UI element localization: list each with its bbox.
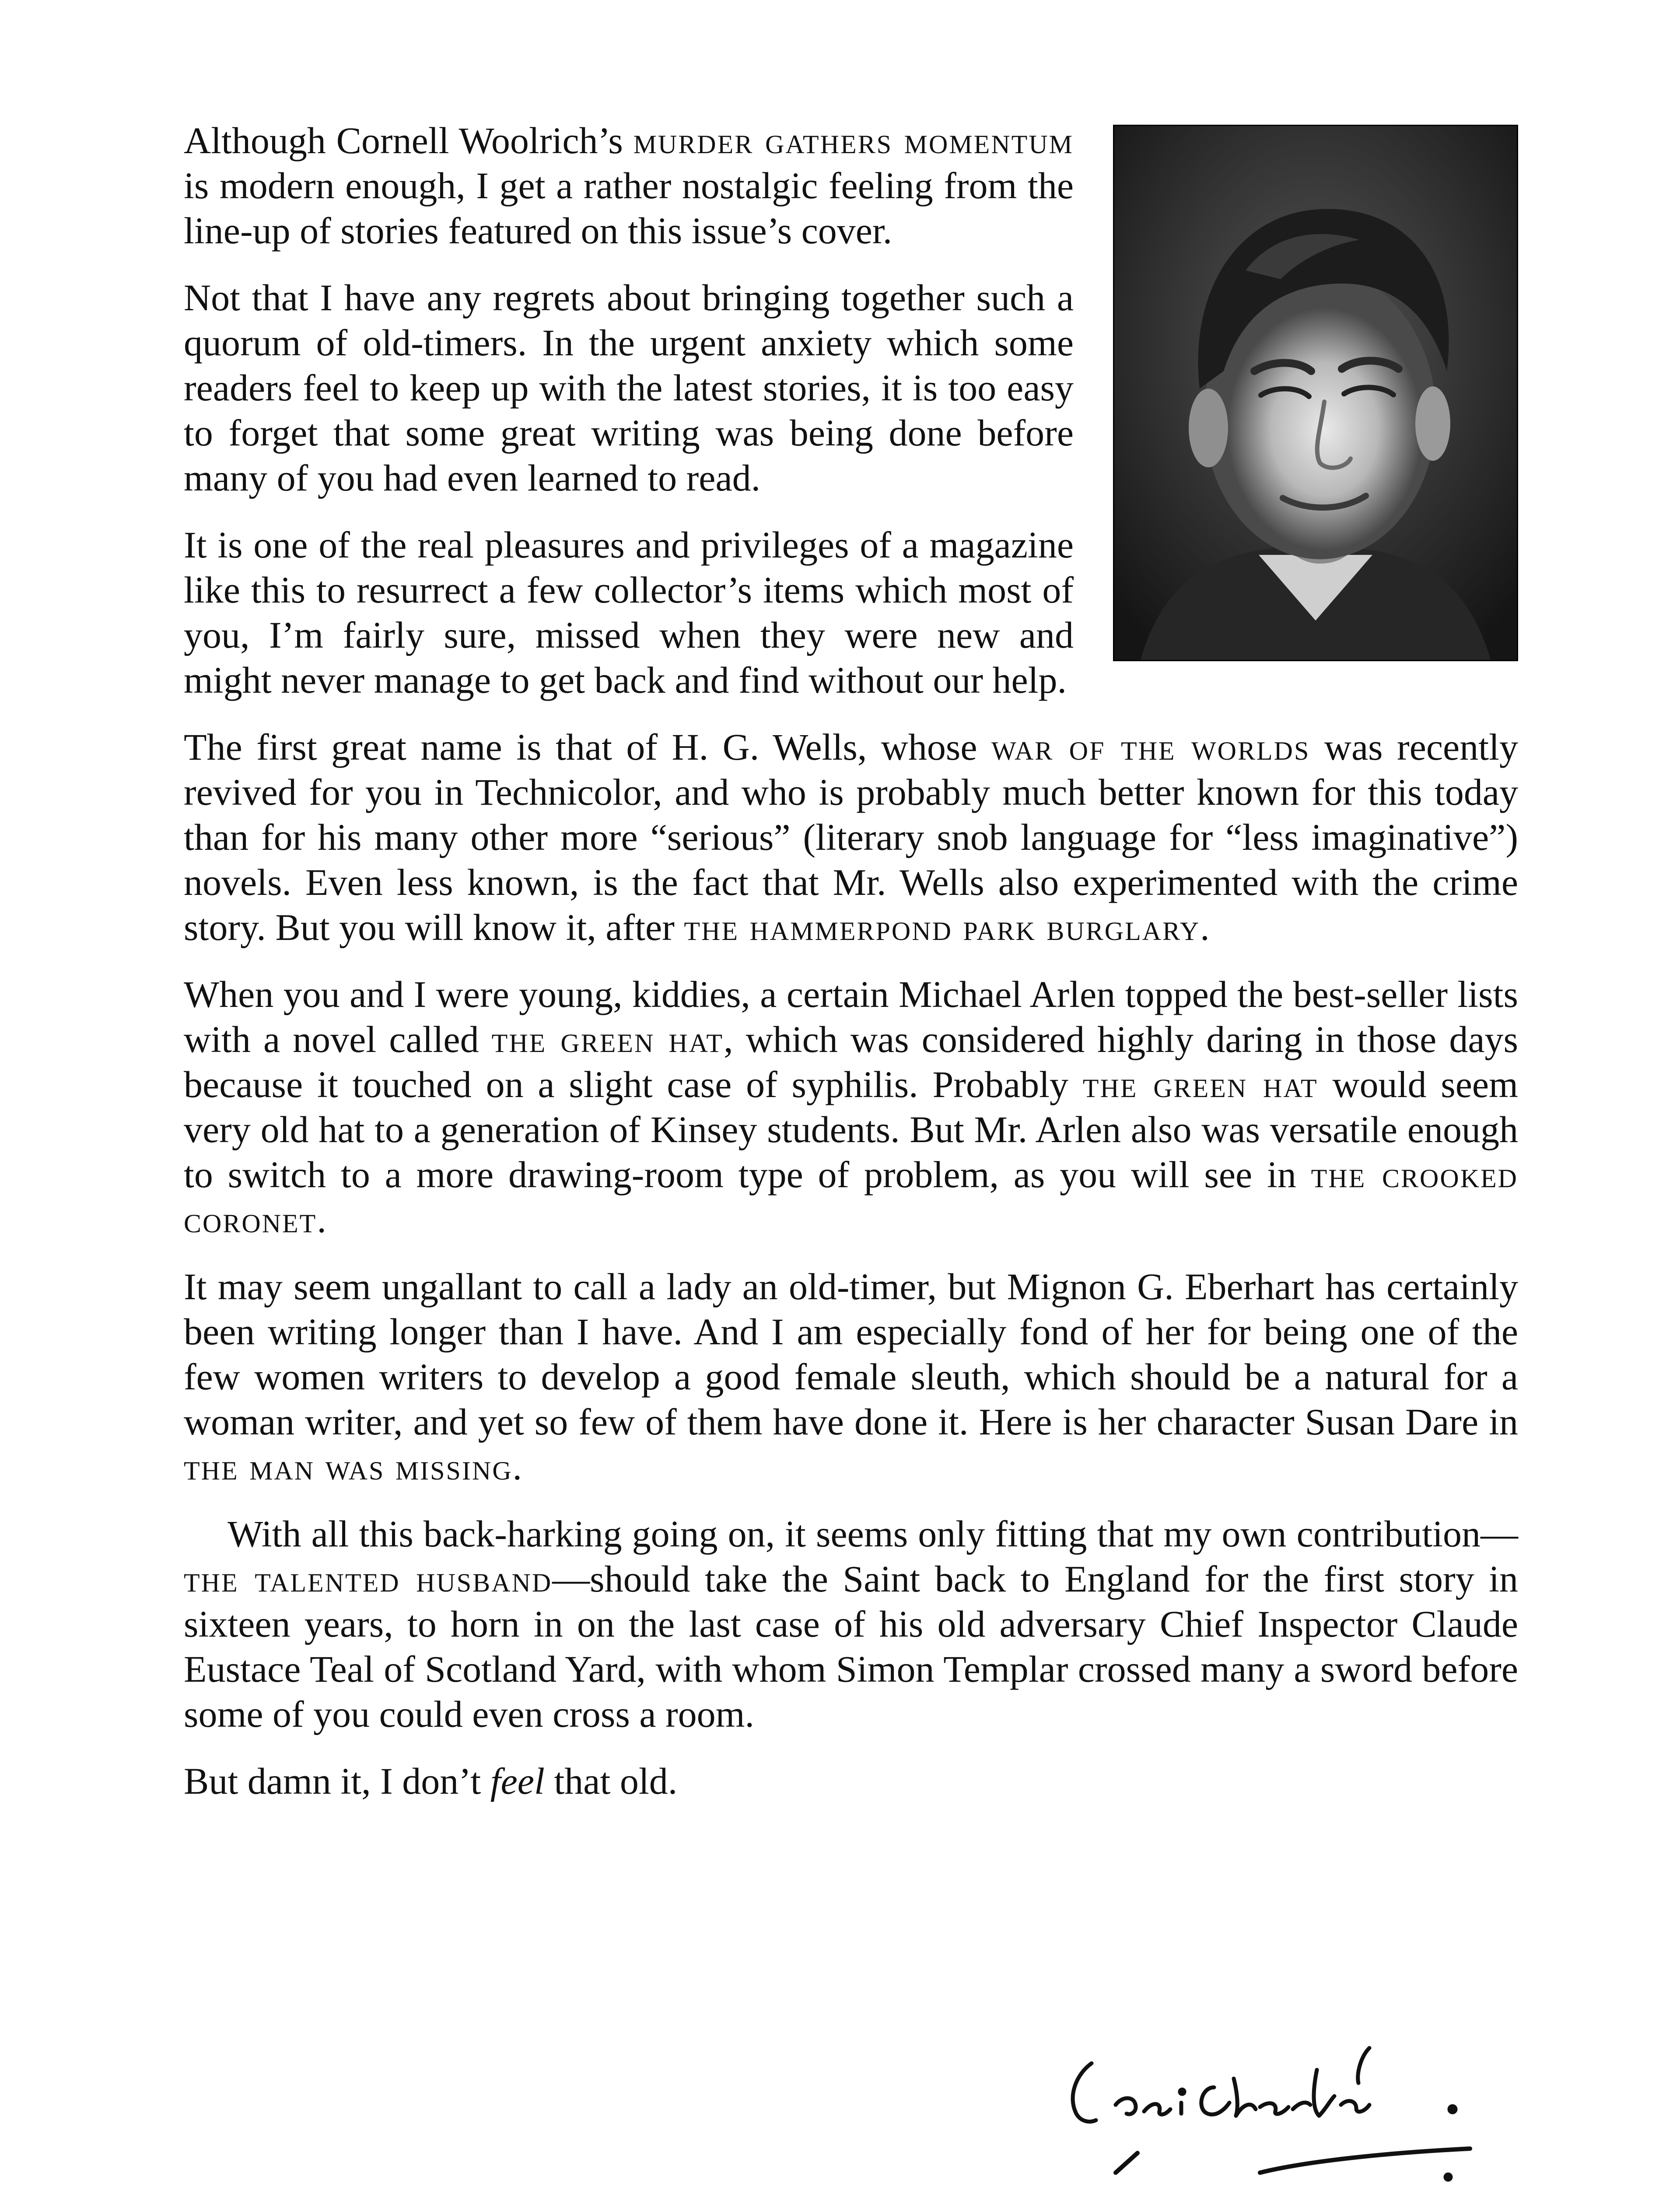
paragraph-6: It may seem ungallant to call a lady an old-timer, but Mignon G. Eberhart has certainly been writing longer than I have. And I am especially fond of her for being one of the few women writers to develop a good female sleuth, which should be a natural for a woman writer, and yet so few of them have done it. Here is her character Susan Dare in the man was missing.	[184, 1266, 1518, 1488]
story-title-man-was-missing: the man was missing	[184, 1446, 513, 1488]
story-title-green-hat-2: the green hat	[1082, 1063, 1318, 1105]
paragraph-4: The first great name is that of H. G. Wells, whose war of the worlds was recently revived for you in Technicolor, and who is probably much better known for this today than for his many other more “serious” (literary snob language for “less imaginative”) novels. Even less known, is the fact that Mr. Wells also experimented with the crime story. But you will know it, after the hammerpond park burglary.	[184, 726, 1518, 948]
author-portrait-photo	[1113, 125, 1518, 661]
paragraph-1: Although Cornell Woolrich’s murder gathers momentum is modern enough, I get a rather nostalgic feeling from the line-up of stories featured on this issue’s cover.	[184, 119, 1074, 252]
story-title-war-of-the-worlds: war of the worlds	[991, 726, 1310, 768]
paragraph-3: It is one of the real pleasures and privileges of a magazine like this to resurrect a few collector’s items which most of you, I’m fairly sure, missed when they were new and might never manage to get back and find without our help.	[184, 524, 1074, 701]
handwritten-signature	[1050, 2022, 1505, 2188]
story-title-hammerpond-park-burglary: the hammerpond park burglary	[684, 906, 1200, 948]
paragraph-8: But damn it, I don’t feel that old.	[184, 1760, 678, 1802]
paragraph-5: When you and I were young, kiddies, a certain Michael Arlen topped the best-seller lists with a novel called the green hat, which was considered highly daring in those days because it touched on a slight case of syphilis. Probably the green hat would seem very old hat to a generation of Kinsey students. But Mr. Arlen also was versatile enough to switch to a more drawing-room type of problem, as you will see in the crooked coronet.	[184, 973, 1519, 1241]
emphasis-feel: feel	[490, 1760, 545, 1802]
story-title-murder-gathers-momentum: murder gathers momentum	[633, 119, 1074, 161]
story-title-talented-husband: the talented husband	[184, 1558, 553, 1600]
story-title-crooked-coronet: the crooked coronet	[184, 1154, 1518, 1241]
story-title-green-hat: the green hat	[491, 1018, 724, 1060]
paragraph-2: Not that I have any regrets about bringing together such a quorum of old-timers. In the urgent anxiety which some readers feel to keep up with the latest stories, it is too easy to forget that some great writing was being done before many of you had even learned to read.	[184, 277, 1074, 499]
editorial-article	[184, 118, 1518, 1826]
paragraph-7: With all this back-harking going on, it seems only fitting that my own contribution—the talented husband—should take the Saint back to England for the first story in sixteen years, to horn in on the last case of his old adversary Chief Inspector Claude Eustace Teal of Scotland Yard, with whom Simon Templar crossed many a sword before some of you could even cross a room.	[184, 1513, 1518, 1735]
